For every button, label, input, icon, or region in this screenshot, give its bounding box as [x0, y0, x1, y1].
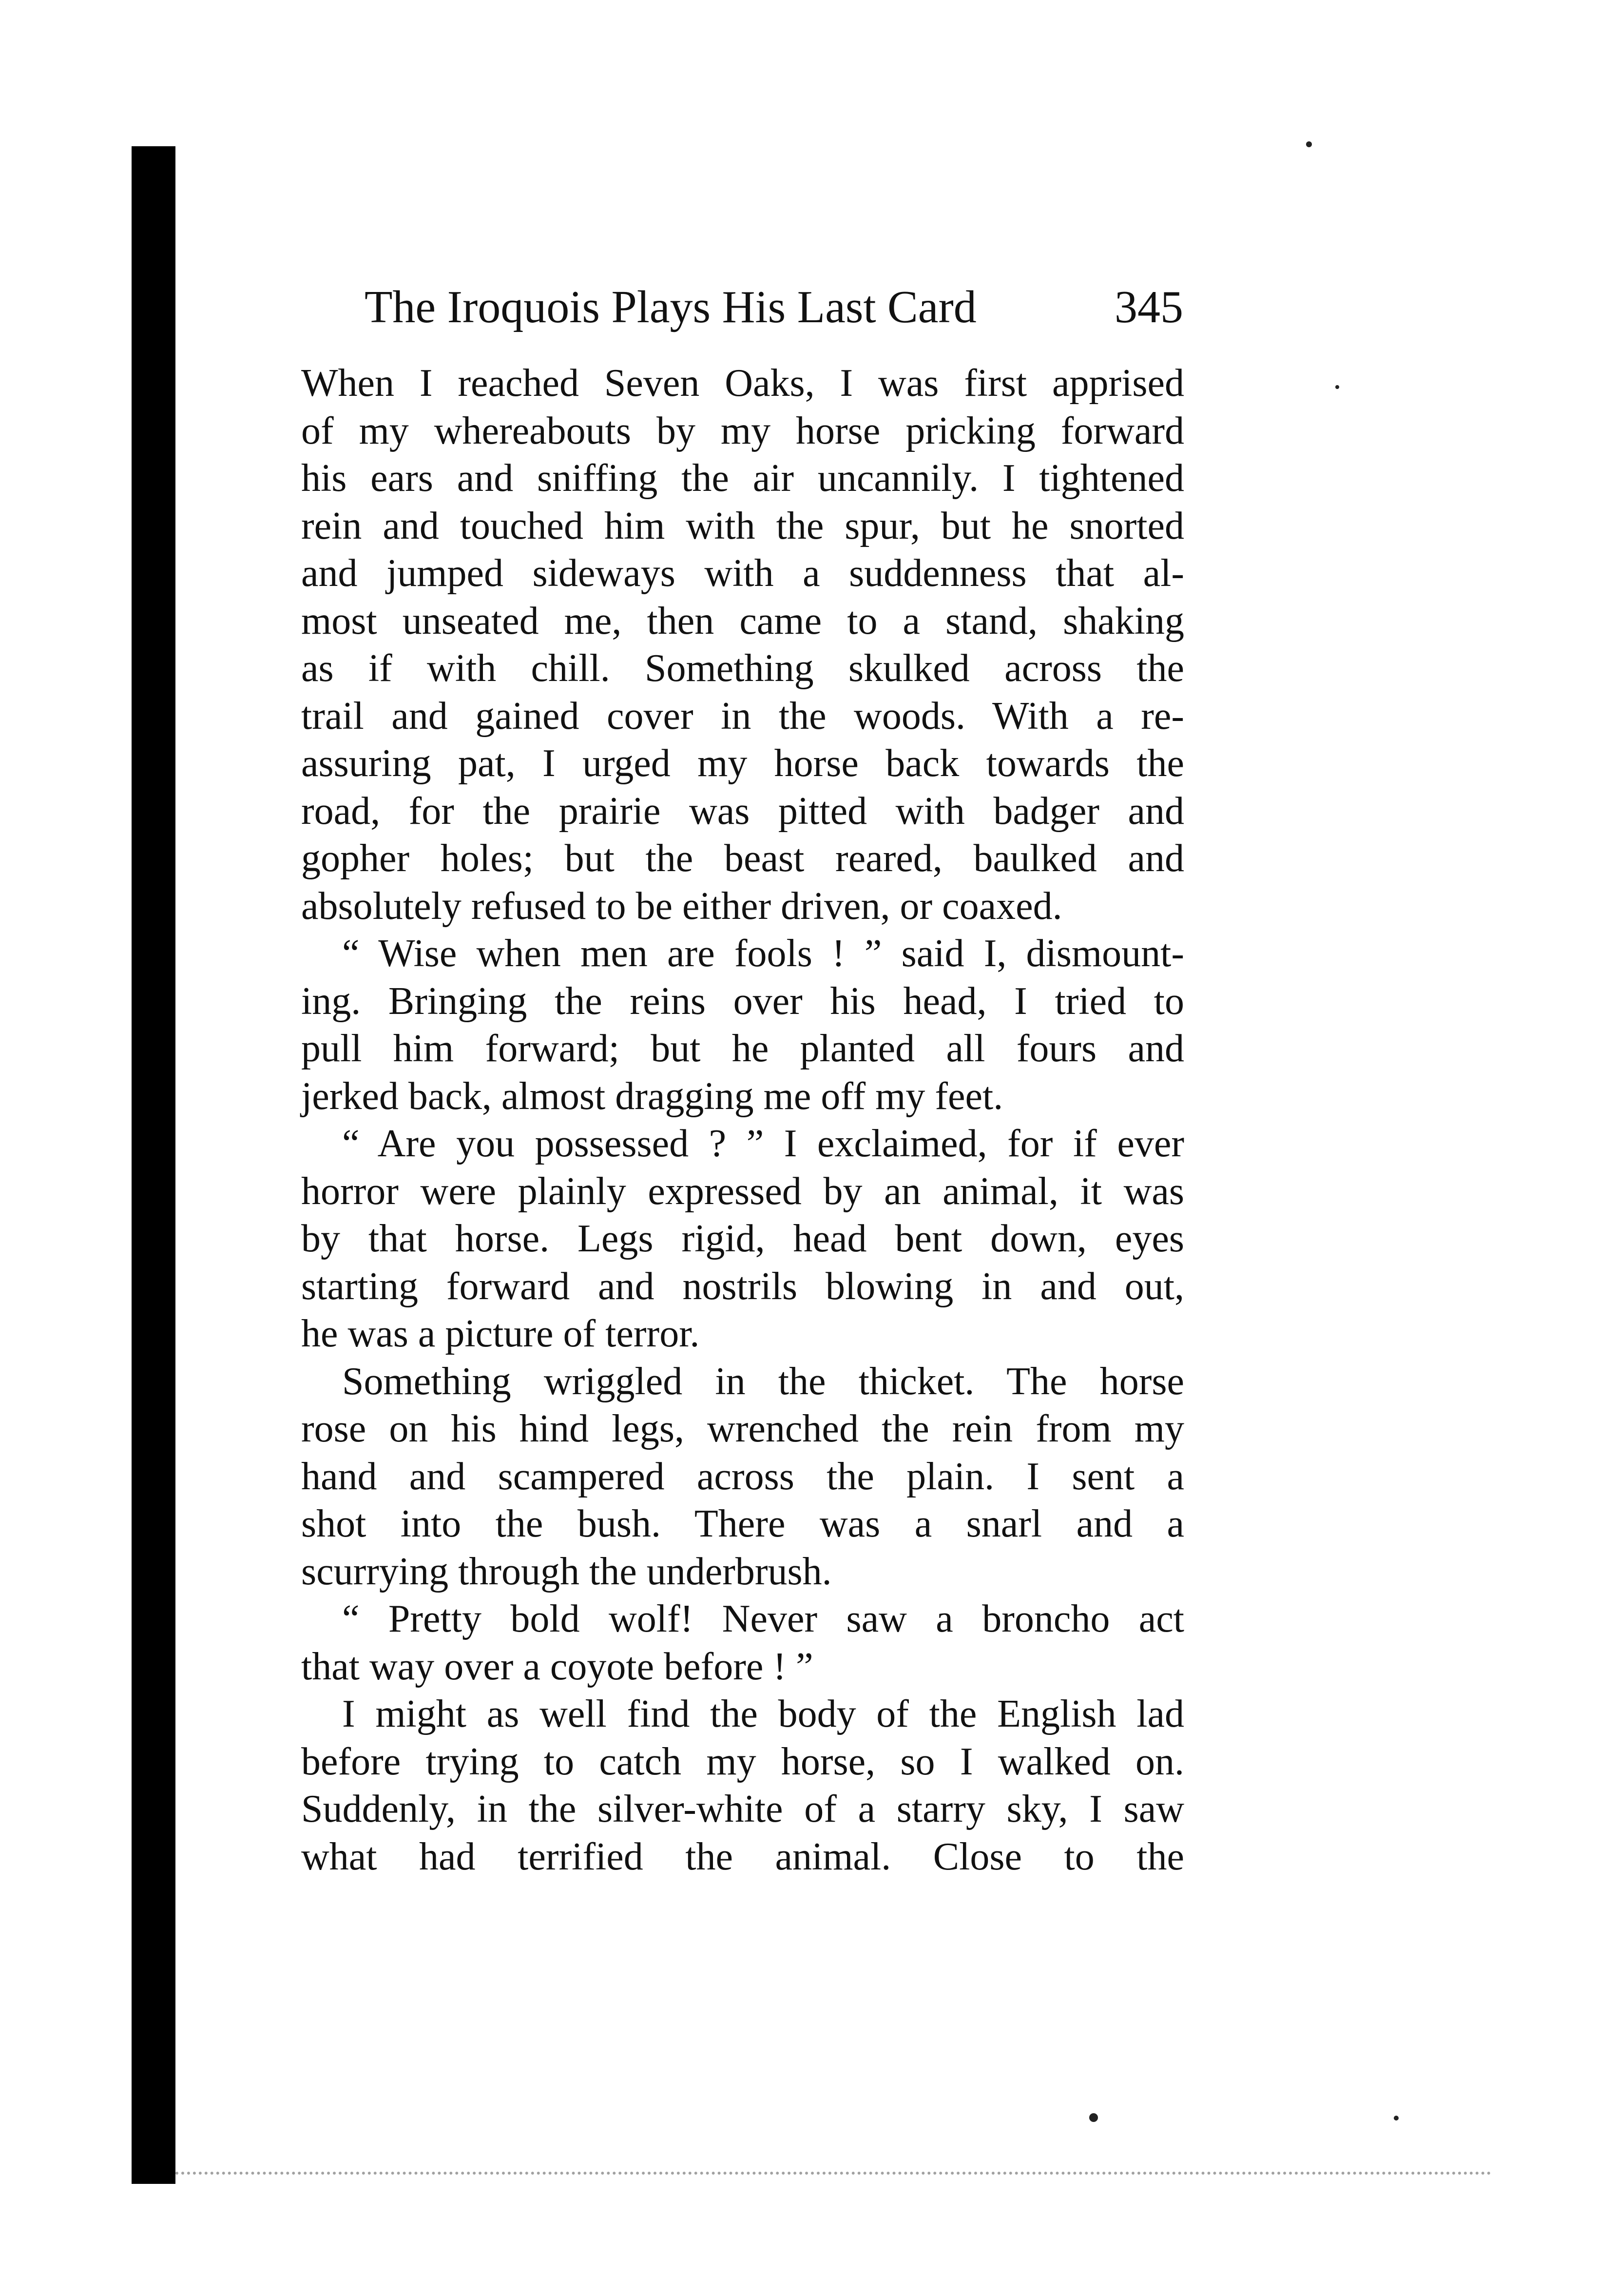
text-line: gopher holes; but the beast reared, baulked and	[301, 837, 1184, 880]
paragraph	[301, 1120, 1184, 1358]
text-line: by that horse. Legs rigid, head bent down, eyes	[301, 1217, 1184, 1260]
text-line: Something wriggled in the thicket. The horse	[342, 1360, 1184, 1403]
text-line: absolutely refused to be either driven, or coaxed.	[301, 884, 1062, 928]
text-line: pull him forward; but he planted all fours and	[301, 1027, 1184, 1070]
body-text	[301, 360, 1184, 1881]
text-line: horror were plainly expressed by an animal, it was	[301, 1169, 1184, 1213]
text-line: as if with chill. Something skulked across the	[301, 647, 1184, 690]
scan-noise-bottom	[175, 2172, 1491, 2175]
text-line: jerked back, almost dragging me off my feet.	[301, 1074, 1003, 1118]
text-line: assuring pat, I urged my horse back towards the	[301, 742, 1184, 785]
text-line: hand and scampered across the plain. I sent a	[301, 1455, 1184, 1498]
text-line: road, for the prairie was pitted with badger and	[301, 789, 1184, 833]
paragraph	[301, 1691, 1184, 1881]
text-line: rose on his hind legs, wrenched the rein from my	[301, 1407, 1184, 1450]
text-line: trail and gained cover in the woods. With a re-	[301, 694, 1184, 738]
paragraph	[301, 1596, 1184, 1691]
text-line: “ Are you possessed ? ” I exclaimed, for if ever	[342, 1122, 1184, 1165]
page-number: 345	[1115, 282, 1183, 332]
text-line: When I reached Seven Oaks, I was first apprised	[301, 362, 1184, 405]
running-header	[365, 278, 1183, 336]
text-line: he was a picture of terror.	[301, 1312, 700, 1355]
paragraph	[301, 360, 1184, 930]
scan-speck	[1394, 2116, 1399, 2121]
text-line: what had terrified the animal. Close to the	[301, 1835, 1184, 1878]
text-line: scurrying through the underbrush.	[301, 1550, 832, 1593]
text-line: his ears and sniffing the air uncannily. I tightened	[301, 457, 1184, 500]
scan-speck	[1089, 2113, 1098, 2122]
text-line: rein and touched him with the spur, but he snorted	[301, 504, 1184, 547]
text-line: starting forward and nostrils blowing in and out,	[301, 1265, 1184, 1308]
text-line: “ Wise when men are fools ! ” said I, dismount-	[342, 932, 1184, 975]
paragraph	[301, 930, 1184, 1120]
text-line: ing. Bringing the reins over his head, I tried to	[301, 979, 1184, 1023]
text-line: and jumped sideways with a suddenness that al-	[301, 552, 1184, 595]
text-line: I might as well find the body of the English lad	[342, 1693, 1184, 1735]
text-line: that way over a coyote before ! ”	[301, 1645, 813, 1688]
text-line: Suddenly, in the silver-white of a starry sky, I saw	[301, 1788, 1184, 1830]
scan-speck	[1335, 385, 1339, 389]
scanned-page-edge	[132, 146, 175, 2184]
scan-speck	[1306, 141, 1312, 147]
paragraph	[301, 1358, 1184, 1596]
text-line: most unseated me, then came to a stand, shaking	[301, 599, 1184, 642]
text-line: of my whereabouts by my horse pricking forward	[301, 409, 1184, 452]
text-line: before trying to catch my horse, so I walked on.	[301, 1740, 1184, 1783]
text-line: shot into the bush. There was a snarl and a	[301, 1502, 1184, 1545]
text-line: “ Pretty bold wolf! Never saw a broncho act	[342, 1597, 1184, 1640]
running-title: The Iroquois Plays His Last Card	[365, 282, 977, 332]
